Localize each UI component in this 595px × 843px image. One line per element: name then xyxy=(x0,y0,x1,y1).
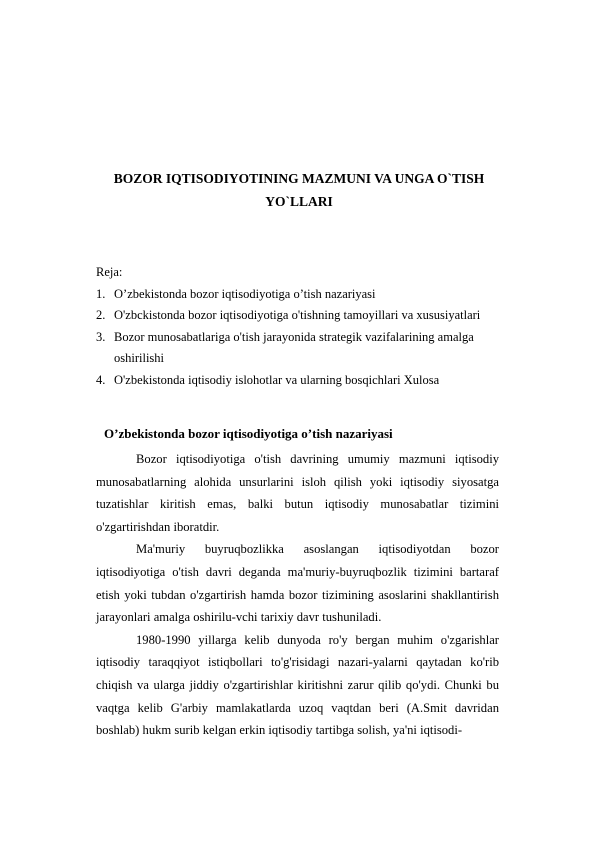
title-line-1: BOZOR IQTISODIYOTINING MAZMUNI VA UNGA O`TISH xyxy=(113,171,485,186)
plan-item: 3. Bozor munosabatlariga o'tish jarayonida strategik vazifalarining amalga xyxy=(96,329,474,344)
plan-item: 4. O'zbekistonda iqtisodiy islohotlar va ularning bosqichlari Xulosa xyxy=(96,372,440,387)
body-text xyxy=(96,448,499,742)
section-heading: O’zbekistonda bozor iqtisodiyotiga o’tish nazariyasi xyxy=(104,426,393,441)
plan-item-continuation: oshirilishi xyxy=(114,351,165,365)
plan-label: Reja: xyxy=(96,265,123,279)
plan-item: 1. O’zbekistonda bozor iqtisodiyotiga o’tish nazariyasi xyxy=(96,286,376,301)
paragraph: Ma'muriy buyruqbozlikka asoslangan iqtisodiyotdan bozor iqtisodiyotiga o'tish davri deganda ma'muriy-buyruqbozlik tizimini bartaraf etish yoki tubdan o'zgartirish hamda bozor tizimining asoslarini shakllantirish jarayonlari amalga oshirilu-vchi tarixiy davr tushuniladi. xyxy=(96,542,499,625)
plan-item: 2. O'zbckistonda bozor iqtisodiyotiga o'tishning tamoyillari va xususiyatlari xyxy=(96,308,481,322)
plan-section xyxy=(96,262,480,391)
paragraph: Bozor iqtisodiyotiga o'tish davrining umumiy mazmuni iqtisodiy munosabatlarning alohida unsurlarini isloh qilish yoki iqtisodiy siyosatga tuzatishlar kiritish emas, balki butun iqtisodiy munosabatlar tizimini o'zgartirishdan iboratdir. xyxy=(96,452,499,534)
document-title xyxy=(90,167,508,213)
title-line-2: YO`LLARI xyxy=(265,194,333,209)
paragraph: 1980-1990 yillarga kelib dunyoda ro'y bergan muhim o'zgarishlar iqtisodiy taraqqiyot istiqbollari to'g'risidagi nazari-yalarni qaytadan ko'rib chiqish va ularga jiddiy o'zgartirishlar kiritishni zarur qilib qo'ydi. Chunki bu vaqtga kelib G'arbiy mamlakatlarda uzoq vaqtdan beri (A.Smit davridan boshlab) hukm surib kelgan erkin iqtisodiy tartibga solish, ya'ni iqtisodi- xyxy=(96,632,499,738)
